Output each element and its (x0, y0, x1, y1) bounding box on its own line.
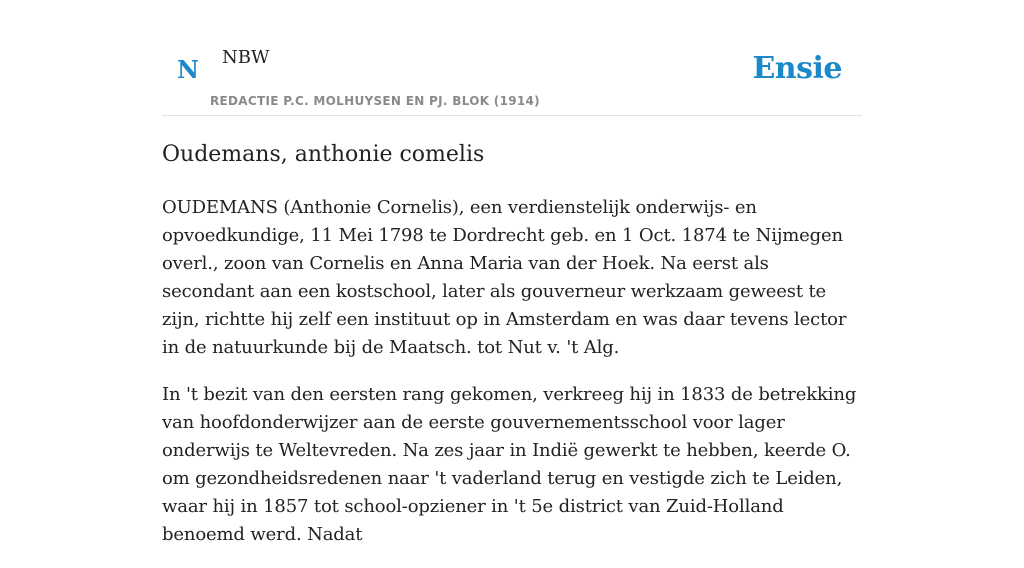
brand-logo[interactable]: Ensie (752, 51, 842, 86)
source-name[interactable]: NBW (222, 47, 270, 68)
source-header (162, 0, 862, 116)
article-title: Oudemans, anthonie comelis (162, 142, 485, 167)
article-body (162, 194, 862, 549)
source-logo[interactable]: N (177, 55, 199, 84)
content-container (162, 0, 862, 568)
article-paragraph-1: OUDEMANS (Anthonie Cornelis), een verdienstelijk onderwijs- en opvoedkundige, 11 Mei 1798 te Dordrecht geb. en 1 Oct. 1874 te Nijmegen overl., zoon van Cornelis en Anna Maria van der Hoek. Na eerst als secondant aan een kostschool, later als gouverneur werkzaam geweest te zijn, richtte hij zelf een instituut op in Amsterdam en was daar tevens lector in de natuurkunde bij de Maatsch. tot Nut v. 't Alg. (162, 197, 847, 358)
article-paragraph-2: In 't bezit van den eersten rang gekomen, verkreeg hij in 1833 de betrekking van hoofdonderwijzer aan de eerste gouvernementsschool voor lager onderwijs te Weltevreden. Na zes jaar in Indië gewerkt te hebben, keerde O. om gezondheidsredenen naar 't vaderland terug en vestigde zich te Leiden, waar hij in 1857 tot school-opziener in 't 5e district van Zuid-Holland benoemd werd. Nadat (162, 384, 857, 545)
source-subtitle: REDACTIE P.C. MOLHUYSEN EN PJ. BLOK (1914) (210, 94, 540, 108)
